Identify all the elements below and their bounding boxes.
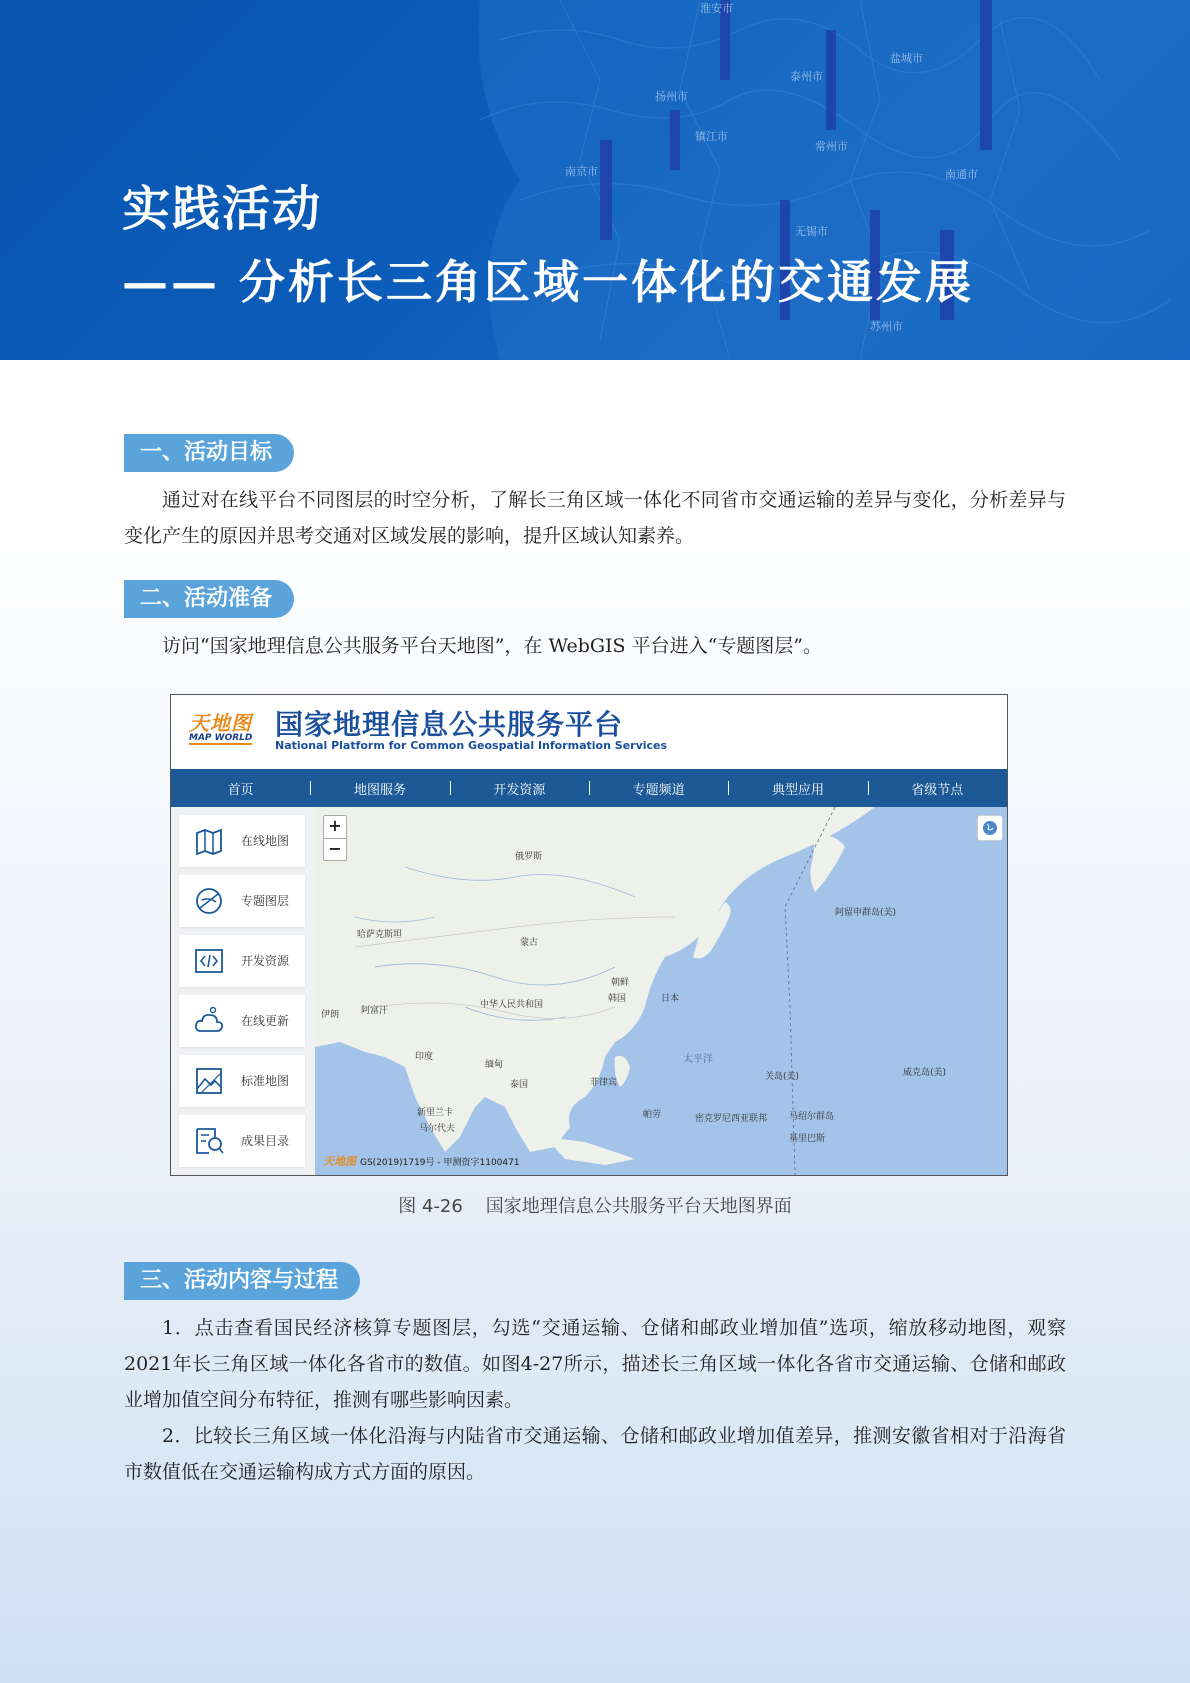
banner-map-label: 盐城市 xyxy=(890,52,923,65)
map-label: 印度 xyxy=(415,1052,434,1062)
layer-icon xyxy=(193,885,225,917)
banner xyxy=(0,0,1190,360)
map-view[interactable] xyxy=(315,807,1007,1175)
sidebar-item-label: 开发资源 xyxy=(241,954,290,968)
sidebar-item-label: 标准地图 xyxy=(241,1074,290,1088)
banner-map-label: 镇江市 xyxy=(695,130,728,143)
banner-map-label: 泰州市 xyxy=(790,70,823,83)
sidebar-item-topic-layers[interactable] xyxy=(179,875,305,927)
map-label: 基里巴斯 xyxy=(789,1134,826,1144)
banner-map-label: 南通市 xyxy=(945,168,978,181)
map-label: 关岛(美) xyxy=(765,1072,800,1082)
zoom-control xyxy=(323,815,347,861)
map-label: 威克岛(美) xyxy=(903,1068,947,1078)
map-label: 中华人民共和国 xyxy=(480,1000,544,1010)
map-label: 蒙古 xyxy=(520,938,539,948)
section-heading-preparation: 二、活动准备 xyxy=(124,580,294,618)
map-label: 缅甸 xyxy=(485,1060,504,1070)
sidebar-item-online-map[interactable] xyxy=(179,815,305,867)
nav-item-provincial-nodes[interactable]: 省级节点 xyxy=(868,779,1007,798)
banner-map-label: 苏州市 xyxy=(870,320,903,333)
map-copyright xyxy=(323,1153,520,1169)
banner-map-label: 扬州市 xyxy=(655,90,688,103)
nav-item-home[interactable]: 首页 xyxy=(227,782,254,798)
section-preparation-text: 访问“国家地理信息公共服务平台天地图”，在 WebGIS 平台进入“专题图层”。 xyxy=(162,635,823,657)
sidebar-item-dev-resources[interactable] xyxy=(179,935,305,987)
map-label: 阿富汗 xyxy=(361,1006,389,1016)
sidebar xyxy=(171,807,315,1175)
nav-item-dev-resources[interactable]: 开发资源 xyxy=(450,779,589,798)
banner-subtitle: —— 分析长三角区域一体化的交通发展 xyxy=(122,255,975,309)
map-label: 朝鲜 xyxy=(611,978,630,988)
site-subtitle: National Platform for Common Geospatial Information Services xyxy=(275,739,668,752)
map-approval-number: GS(2019)1719号 - 甲测资字1100471 xyxy=(360,1158,520,1168)
sidebar-item-label: 专题图层 xyxy=(241,894,290,908)
map-label: 日本 xyxy=(661,994,680,1004)
map-label-ocean: 太平洋 xyxy=(683,1054,713,1065)
section-process-item-2: 2．比较长三角区域一体化沿海与内陆省市交通运输、仓储和邮政业增加值差异，推测安徽省相对于沿海省市数值低在交通运输构成方式方面的原因。 xyxy=(124,1425,1066,1483)
map-label: 马尔代夫 xyxy=(419,1124,456,1134)
site-logo[interactable]: 天地图 xyxy=(189,711,252,735)
banner-map-label: 常州市 xyxy=(815,140,848,153)
tianditu-screenshot xyxy=(170,694,1008,1176)
section-process-item-1: 1．点击查看国民经济核算专题图层，勾选“交通运输、仓储和邮政业增加值”选项，缩放移动地图，观察2021年长三角区域一体化各省市的数值。如图4-27所示，描述长三角区域一体化各省市交通运输、仓储和邮政业增加值空间分布特征，推测有哪些影响因素。 xyxy=(124,1317,1066,1411)
site-title: 国家地理信息公共服务平台 xyxy=(275,708,624,741)
nav-item-map-service[interactable]: 地图服务 xyxy=(310,779,449,798)
sidebar-item-label: 在线地图 xyxy=(241,834,290,848)
globe-view-button[interactable] xyxy=(977,815,1003,841)
sidebar-item-online-update[interactable] xyxy=(179,995,305,1047)
standard-map-icon xyxy=(193,1065,225,1097)
map-icon xyxy=(193,825,225,857)
map-label: 伊朗 xyxy=(321,1010,340,1020)
map-label: 俄罗斯 xyxy=(515,852,543,862)
sidebar-item-label: 在线更新 xyxy=(241,1014,290,1028)
banner-map-label: 无锡市 xyxy=(795,225,828,238)
map-label: 新里兰卡 xyxy=(417,1108,454,1118)
map-label: 韩国 xyxy=(608,994,627,1004)
site-header xyxy=(171,695,1007,769)
banner-title: 实践活动 xyxy=(122,181,323,237)
map-label: 帕劳 xyxy=(643,1110,662,1120)
map-label: 密克罗尼西亚联邦 xyxy=(695,1114,768,1124)
catalog-icon xyxy=(193,1125,225,1157)
banner-map-label: 南京市 xyxy=(565,165,598,178)
nav-item-topic-channel[interactable]: 专题频道 xyxy=(589,779,728,798)
sidebar-item-label: 成果目录 xyxy=(241,1134,290,1148)
map-label: 泰国 xyxy=(510,1080,529,1090)
zoom-out-button[interactable]: − xyxy=(324,838,346,861)
section-heading-goal: 一、活动目标 xyxy=(124,434,294,472)
map-label: 哈萨克斯坦 xyxy=(357,930,403,940)
map-label: 菲律宾 xyxy=(590,1078,618,1088)
zoom-in-button[interactable]: + xyxy=(328,816,342,835)
code-icon xyxy=(193,945,225,977)
map-footer-logo: 天地图 xyxy=(323,1155,356,1168)
site-logo-en: MAP WORLD xyxy=(189,733,253,743)
globe-icon xyxy=(978,816,1002,840)
nav-item-typical-apps[interactable]: 典型应用 xyxy=(728,779,867,798)
map-label: 马绍尔群岛 xyxy=(789,1112,835,1122)
sidebar-item-catalog[interactable] xyxy=(179,1115,305,1167)
section-goal-text: 通过对在线平台不同图层的时空分析，了解长三角区域一体化不同省市交通运输的差异与变化，分析差异与变化产生的原因并思考交通对区域发展的影响，提升区域认知素养。 xyxy=(124,489,1066,547)
cloud-update-icon xyxy=(193,1005,225,1037)
sidebar-item-standard-map[interactable] xyxy=(179,1055,305,1107)
banner-map-label: 淮安市 xyxy=(700,2,733,15)
map-label: 阿留申群岛(美) xyxy=(835,908,897,918)
section-heading-process: 三、活动内容与过程 xyxy=(124,1262,360,1300)
top-nav xyxy=(171,769,1007,807)
figure-caption: 图 4-26 国家地理信息公共服务平台天地图界面 xyxy=(398,1196,792,1217)
